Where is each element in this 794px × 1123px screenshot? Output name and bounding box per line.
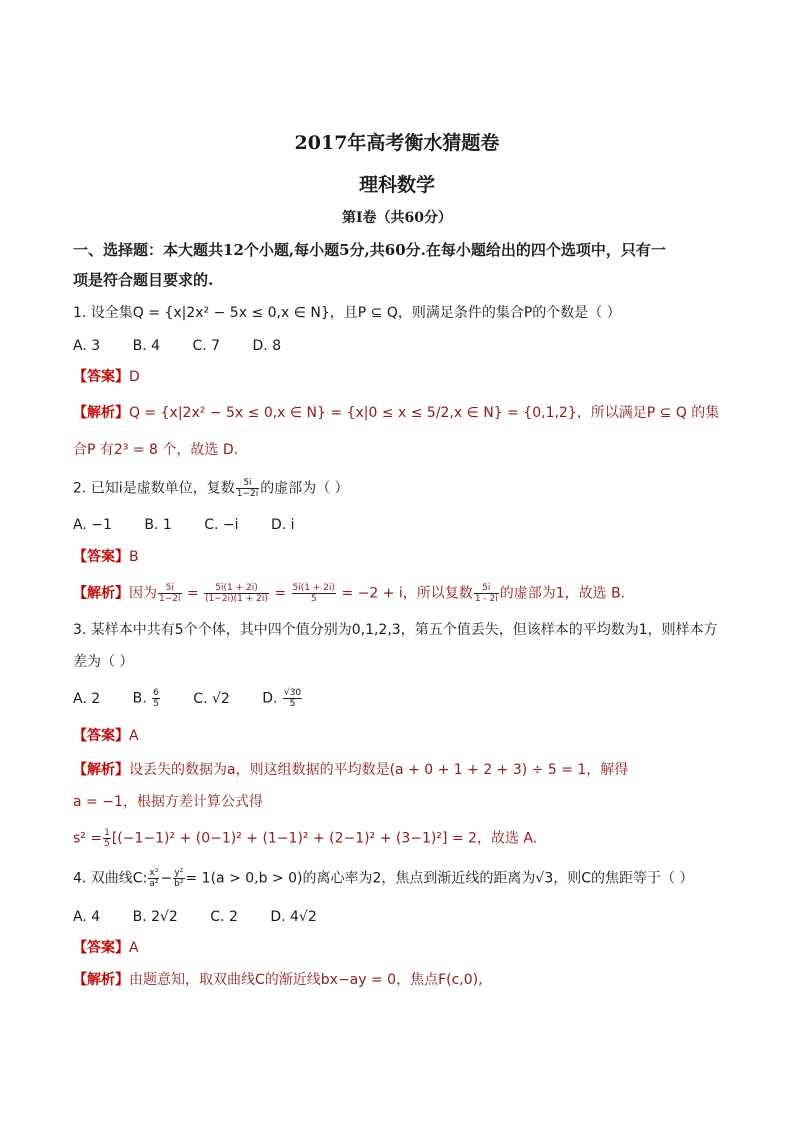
answer-label: 【答案】: [73, 940, 129, 956]
q2-a-f1-num: 5i: [158, 583, 182, 594]
q2-option-d: D. i: [270, 517, 295, 533]
q3-opt-b-den: 5: [153, 699, 159, 709]
analysis-label: 【解析】: [73, 972, 129, 988]
q4-option-b: B. 2√2: [132, 909, 178, 925]
q2-stem-frac-den: 1−2i: [236, 489, 259, 499]
q3-opt-d-frac: [283, 688, 302, 709]
q1-option-a: A. 3: [73, 338, 101, 354]
q2-a-f4-num: 5i: [474, 583, 499, 594]
q2-a-eq1: =: [186, 585, 199, 602]
q2-analysis-frac2: [204, 583, 269, 604]
q1-option-b: B. 4: [132, 338, 161, 354]
q2-a-f3-num: 5i(1 + 2i): [292, 583, 336, 593]
exam-title: 2017年高考衡水猜题卷: [294, 132, 500, 154]
q2-a-f4-den: 1 - 2i: [474, 594, 498, 604]
q4-stem-minus: −: [160, 870, 173, 887]
q2-answer: [73, 547, 733, 567]
q2-stem-fraction: [236, 478, 260, 499]
q3-option-a: A. 2: [73, 690, 101, 707]
q3-option-b: [133, 688, 161, 709]
q3-opt-d-num: √30: [283, 688, 302, 698]
q3-opt-d-den: 5: [289, 699, 296, 709]
q2-option-b: B. 1: [144, 517, 172, 533]
q1-analysis-line1: [73, 403, 733, 423]
q2-analysis-pre: 因为: [129, 585, 157, 602]
q3-option-c: C. √2: [193, 690, 230, 707]
q3-a3-den: 5: [104, 839, 110, 849]
q3-stem-line2: 差为（ ）: [73, 654, 134, 670]
section-intro-line1: 一、选择题：本大题共12个小题,每小题5分,共60分.在每小题给出的四个选项中，只有一: [73, 241, 666, 259]
q3-opt-b-pre: B.: [132, 690, 147, 707]
q2-options: [73, 515, 733, 535]
q3-a3-num: 1: [104, 828, 110, 838]
q4-option-a: A. 4: [73, 909, 101, 925]
q1-answer-value: D: [129, 369, 140, 385]
q2-option-c: C. −i: [204, 517, 239, 533]
q4-analysis-text1: 由题意知，取双曲线C的渐近线bx−ay = 0，焦点F(c,0),: [129, 972, 483, 988]
q2-stem-frac-num: 5i: [236, 478, 260, 489]
analysis-label: 【解析】: [73, 762, 129, 778]
q4-option-d: D. 4√2: [270, 909, 317, 925]
q3-opt-b-frac: [152, 688, 160, 709]
q4-analysis-line1: [73, 970, 733, 990]
q2-stem-pre: 2. 已知i是虚数单位，复数: [73, 480, 235, 497]
q1-options: [73, 336, 733, 356]
q2-analysis-frac1: [158, 583, 182, 604]
q4-answer-value: A: [129, 940, 139, 956]
q3-answer: [73, 726, 733, 746]
q3-opt-b-num: 6: [153, 688, 159, 698]
analysis-label: 【解析】: [73, 585, 129, 602]
q2-a-post: 的虚部为1，故选 B.: [499, 585, 626, 602]
q2-a-f2-num: 5i(1 + 2i): [204, 583, 269, 594]
analysis-label: 【解析】: [73, 405, 129, 421]
q1-answer: [73, 367, 733, 387]
q4-stem-frac2: [173, 868, 184, 889]
q2-answer-value: B: [129, 549, 139, 565]
q4-f2-den: b²: [174, 879, 184, 889]
q4-f2-num: y²: [174, 868, 184, 878]
q1-option-c: C. 7: [192, 338, 221, 354]
q4-option-c: C. 2: [210, 909, 238, 925]
q4-f1-den: a²: [149, 879, 159, 889]
answer-label: 【答案】: [73, 728, 129, 744]
q3-analysis-line1: [73, 760, 733, 780]
q3-analysis-line3: [73, 828, 733, 849]
q1-analysis-text1: Q = {x|2x² − 5x ≤ 0,x ∈ N} = {x|0 ≤ x ≤ 5/2,x ∈ N} = {0,1,2}，所以满足P ⊆ Q 的集: [129, 405, 720, 421]
exam-volume: 第Ⅰ卷（共60分）: [341, 210, 453, 226]
q3-a3-post: [(−1−1)² + (0−1)² + (1−1)² + (2−1)² + (3−1)²] = 2，故选 A.: [111, 830, 538, 847]
q2-a-eq2: =: [274, 585, 287, 602]
answer-label: 【答案】: [73, 549, 129, 565]
q2-analysis: [73, 583, 733, 604]
q2-a-f1-den: 1−2i: [159, 594, 181, 604]
q3-answer-value: A: [129, 728, 139, 744]
q2-option-a: A. −1: [73, 517, 112, 533]
q2-a-f3-den: 5: [310, 594, 317, 604]
q2-analysis-frac3: [292, 583, 336, 604]
q4-answer: [73, 938, 733, 958]
q4-stem-pre: 4. 双曲线C:: [73, 870, 148, 887]
q2-stem-post: 的虚部为（ ）: [260, 480, 349, 497]
q1-stem: 1. 设全集Q = {x|2x² − 5x ≤ 0,x ∈ N}，且P ⊆ Q，则满足条件的集合P的个数是（ ）: [73, 305, 621, 321]
q3-options: [73, 688, 733, 709]
exam-subject: 理科数学: [358, 174, 435, 196]
q2-a-mid: = −2 + i，所以复数: [341, 585, 473, 602]
q3-a3-frac: [103, 828, 111, 849]
q4-options: [73, 907, 733, 927]
q3-stem-line1: 3. 某样本中共有5个个体，其中四个值分别为0,1,2,3，第五个值丢失，但该样本的平均数为1，则样本方: [73, 622, 718, 638]
q3-analysis-text1: 设丢失的数据为a，则这组数据的平均数是(a + 0 + 1 + 2 + 3) ÷ 5 = 1，解得: [129, 762, 629, 778]
q3-analysis-line2: a = −1，根据方差计算公式得: [73, 794, 263, 810]
q2-stem: [73, 478, 733, 499]
answer-label: 【答案】: [73, 369, 129, 385]
section-intro-line2: 项是符合题目要求的.: [73, 271, 214, 289]
q4-f1-num: x²: [149, 868, 159, 878]
q4-stem-frac1: [148, 868, 159, 889]
q3-a3-pre: s² =: [73, 830, 103, 847]
q4-stem-post: = 1(a > 0,b > 0)的离心率为2，焦点到渐近线的距离为√3，则C的焦距等于（ ）: [185, 870, 694, 887]
q4-stem: [73, 868, 733, 889]
q1-analysis-line2: 合P 有2³ = 8 个，故选 D.: [73, 442, 239, 458]
q2-a-f2-den: (1−2i)(1 + 2i): [205, 594, 268, 604]
q3-option-d: [262, 688, 303, 709]
q3-opt-d-pre: D.: [262, 690, 278, 707]
q2-analysis-frac4: [474, 583, 499, 604]
q1-option-d: D. 8: [252, 338, 282, 354]
